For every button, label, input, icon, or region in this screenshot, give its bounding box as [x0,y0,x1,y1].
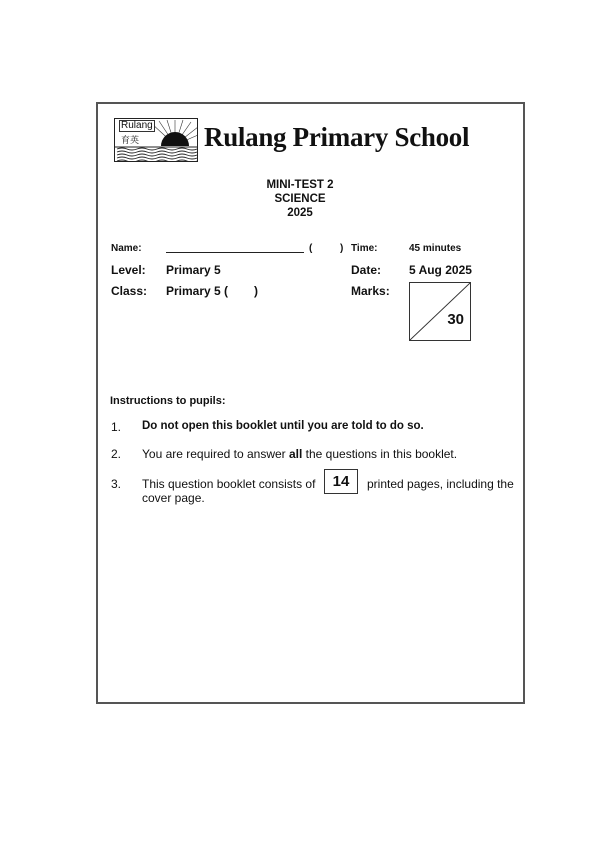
level-value: Primary 5 [166,263,221,277]
test-title: MINI-TEST 2 [266,179,334,191]
logo-text: Rulang [121,120,153,131]
instruction-1-text: Do not open this booklet until you are told to do so. [142,420,424,432]
class-label: Class: [111,284,148,298]
name-label: Name: [111,243,142,254]
subject-title: SCIENCE [274,193,326,205]
school-logo [114,118,198,162]
instruction-2-post: the questions in this booklet. [302,447,458,461]
name-input-line[interactable] [166,252,304,253]
year-title: 2025 [287,207,313,219]
logo-chinese-text: 育英 [121,136,140,146]
instruction-3-line2: cover page. [142,491,205,505]
register-number-close: ) [340,243,344,254]
marks-label: Marks: [351,284,390,298]
page-count-box: 14 [324,469,358,494]
level-label: Level: [111,263,146,277]
date-label: Date: [351,263,382,277]
instruction-2-text [142,447,457,461]
instruction-1-number: 1. [111,420,122,434]
register-number-open: ( [309,243,313,254]
instruction-2-number: 2. [111,447,122,461]
date-value: 5 Aug 2025 [409,263,472,277]
marks-total: 30 [447,311,464,328]
instruction-3-post: printed pages, including the [367,477,514,491]
instructions-heading: Instructions to pupils: [110,395,226,407]
class-value: Primary 5 ( [166,284,229,298]
class-close-paren: ) [254,284,258,298]
marks-box[interactable] [409,282,471,341]
time-value: 45 minutes [409,243,462,254]
school-name: Rulang Primary School [204,122,470,152]
instruction-2-bold: all [288,447,303,461]
instruction-3-number: 3. [111,477,122,491]
time-label: Time: [351,243,378,254]
instruction-2-pre: You are required to answer [142,447,289,461]
instruction-3-pre: This question booklet consists of [142,477,316,491]
